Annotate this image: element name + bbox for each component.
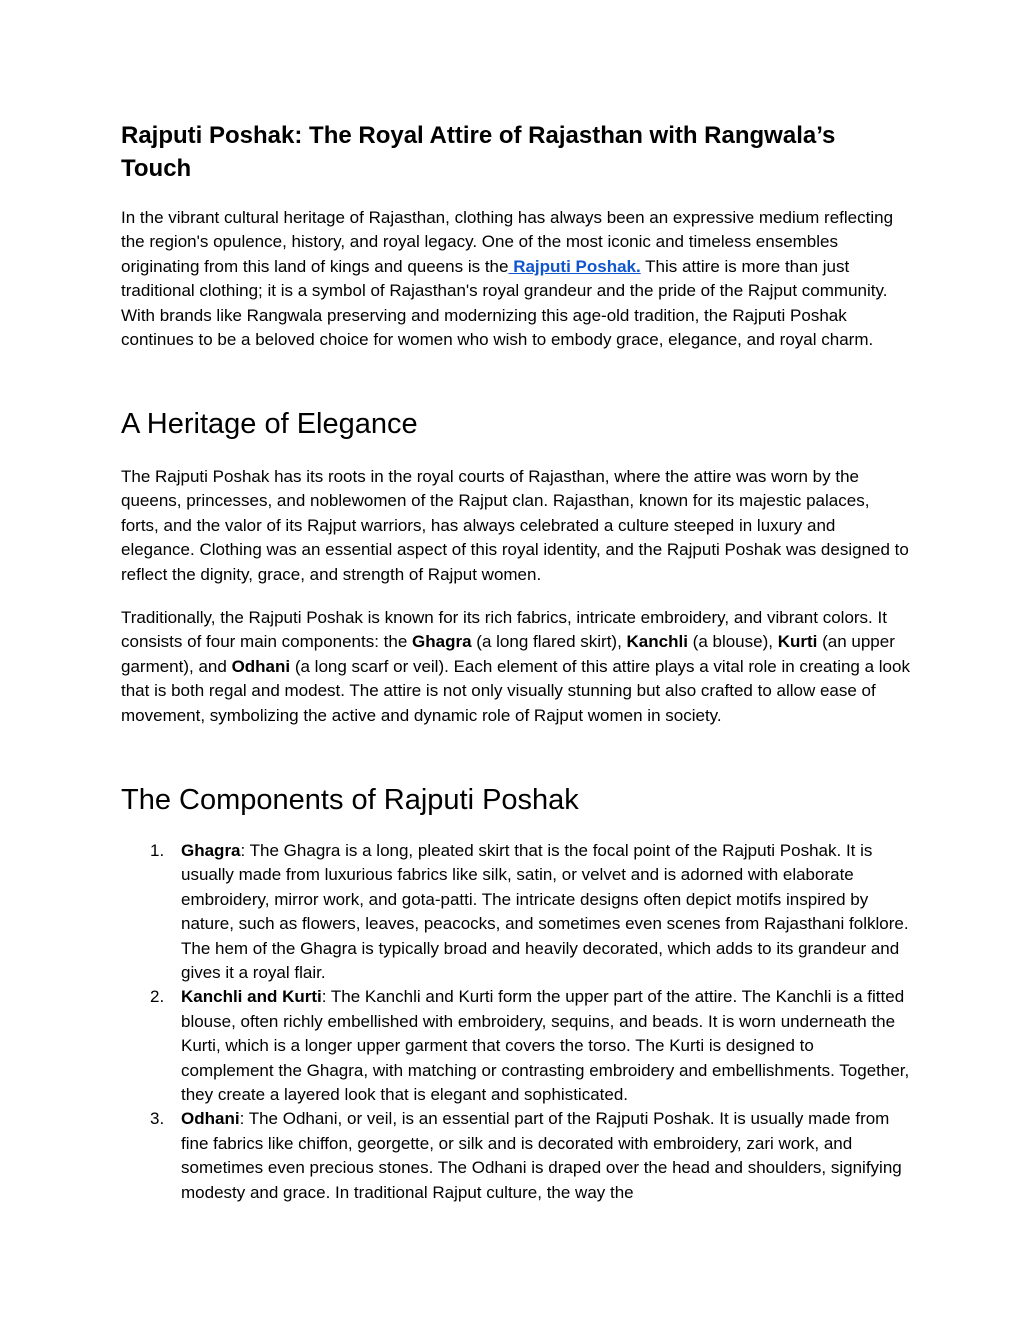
list-text: : The Ghagra is a long, pleated skirt that is the focal point of the Rajputi Poshak. It is usually made from luxurious fabrics like silk, satin, or velvet and is adorned with elaborate embroidery, mirror work, and gota-patti. The intricate designs often depict motifs inspired by nature, such as flowers, leaves, peacocks, and sometimes even scenes from Rajasthani folklore. The hem of the Ghagra is typically broad and heavily decorated, which adds to its grandeur and gives it a royal flair.: [181, 841, 909, 983]
term-kanchli: Kanchli: [626, 632, 688, 652]
document-title: Rajputi Poshak: The Royal Attire of Rajasthan with Rangwala’s Touch: [121, 122, 836, 182]
intro-text-before: In the vibrant cultural heritage of Rajasthan, clothing has always been an expressive medium reflecting the region's opulence, history, and royal legacy. One of the most iconic and timeless ensembles originating from this land of kings and queens is the: [121, 208, 894, 276]
list-text: : The Odhani, or veil, is an essential part of the Rajputi Poshak. It is usually made from fine fabrics like chiffon, georgette, or silk and is decorated with embroidery, zari work, and sometimes even precious stones. The Odhani is draped over the head and shoulders, signifying modesty and grace. In traditional Rajput culture, the way the: [181, 1109, 902, 1202]
heritage-paragraph-1: The Rajputi Poshak has its roots in the royal courts of Rajasthan, where the attire was worn by the queens, princesses, and noblewomen of the Rajput clan. Rajasthan, known for its majestic palaces, forts, and the valor of its Rajput warriors, has always celebrated a culture steeped in luxury and elegance. Clothing was an essential aspect of this royal identity, and the Rajputi Poshak was designed to reflect the dignity, grace, and strength of Rajput women.: [121, 467, 909, 584]
term-odhani: Odhani: [231, 656, 291, 676]
p2-text: (a long scarf or veil). Each element of this attire plays a vital role in creating a look that is both regal and modest. The attire is not only visually stunning but also crafted to allow ease of movement, symbolizing the active and dynamic role of Rajput women in society.: [121, 656, 910, 725]
list-item: [121, 839, 911, 985]
list-item: [121, 1107, 911, 1205]
rajputi-poshak-link[interactable]: Rajputi Poshak.: [508, 256, 641, 276]
p2-text: (a long flared skirt),: [471, 632, 627, 652]
list-number: 1.: [150, 841, 165, 860]
list-term: Odhani: [181, 1109, 240, 1129]
term-ghagra: Ghagra: [412, 632, 472, 652]
intro-text-after: This attire is more than just traditional clothing; it is a symbol of Rajasthan's royal grandeur and the pride of the Rajput community. With brands like Rangwala preserving and modernizing this age-old tradition, the Rajputi Poshak continues to be a beloved choice for women who wish to embody grace, elegance, and royal charm.: [121, 256, 888, 350]
list-term: Ghagra: [181, 841, 241, 860]
list-term: Kanchli and Kurti: [181, 987, 322, 1007]
p2-text: (a blouse),: [687, 632, 778, 652]
heritage-paragraph-2: [121, 606, 911, 728]
components-list: [121, 839, 911, 1205]
heritage-heading: A Heritage of Elegance: [121, 408, 418, 440]
p2-text: Traditionally, the Rajputi Poshak is known for its rich fabrics, intricate embroidery, and vibrant colors. It consists of four main components: the: [121, 608, 887, 652]
list-number: 3.: [150, 1109, 165, 1129]
components-heading: The Components of Rajputi Poshak: [121, 784, 579, 816]
p2-text: (an upper garment), and: [121, 632, 895, 676]
intro-paragraph: [121, 206, 911, 352]
list-number: 2.: [150, 987, 165, 1007]
list-item: [121, 985, 911, 1107]
list-text: : The Kanchli and Kurti form the upper part of the attire. The Kanchli is a fitted blouse, often richly embellished with embroidery, sequins, and beads. It is worn underneath the Kurti, which is a longer upper garment that covers the torso. The Kurti is designed to complement the Ghagra, with matching or contrasting embroidery and embellishments. Together, they create a layered look that is elegant and sophisticated.: [181, 987, 910, 1105]
term-kurti: Kurti: [777, 632, 818, 652]
